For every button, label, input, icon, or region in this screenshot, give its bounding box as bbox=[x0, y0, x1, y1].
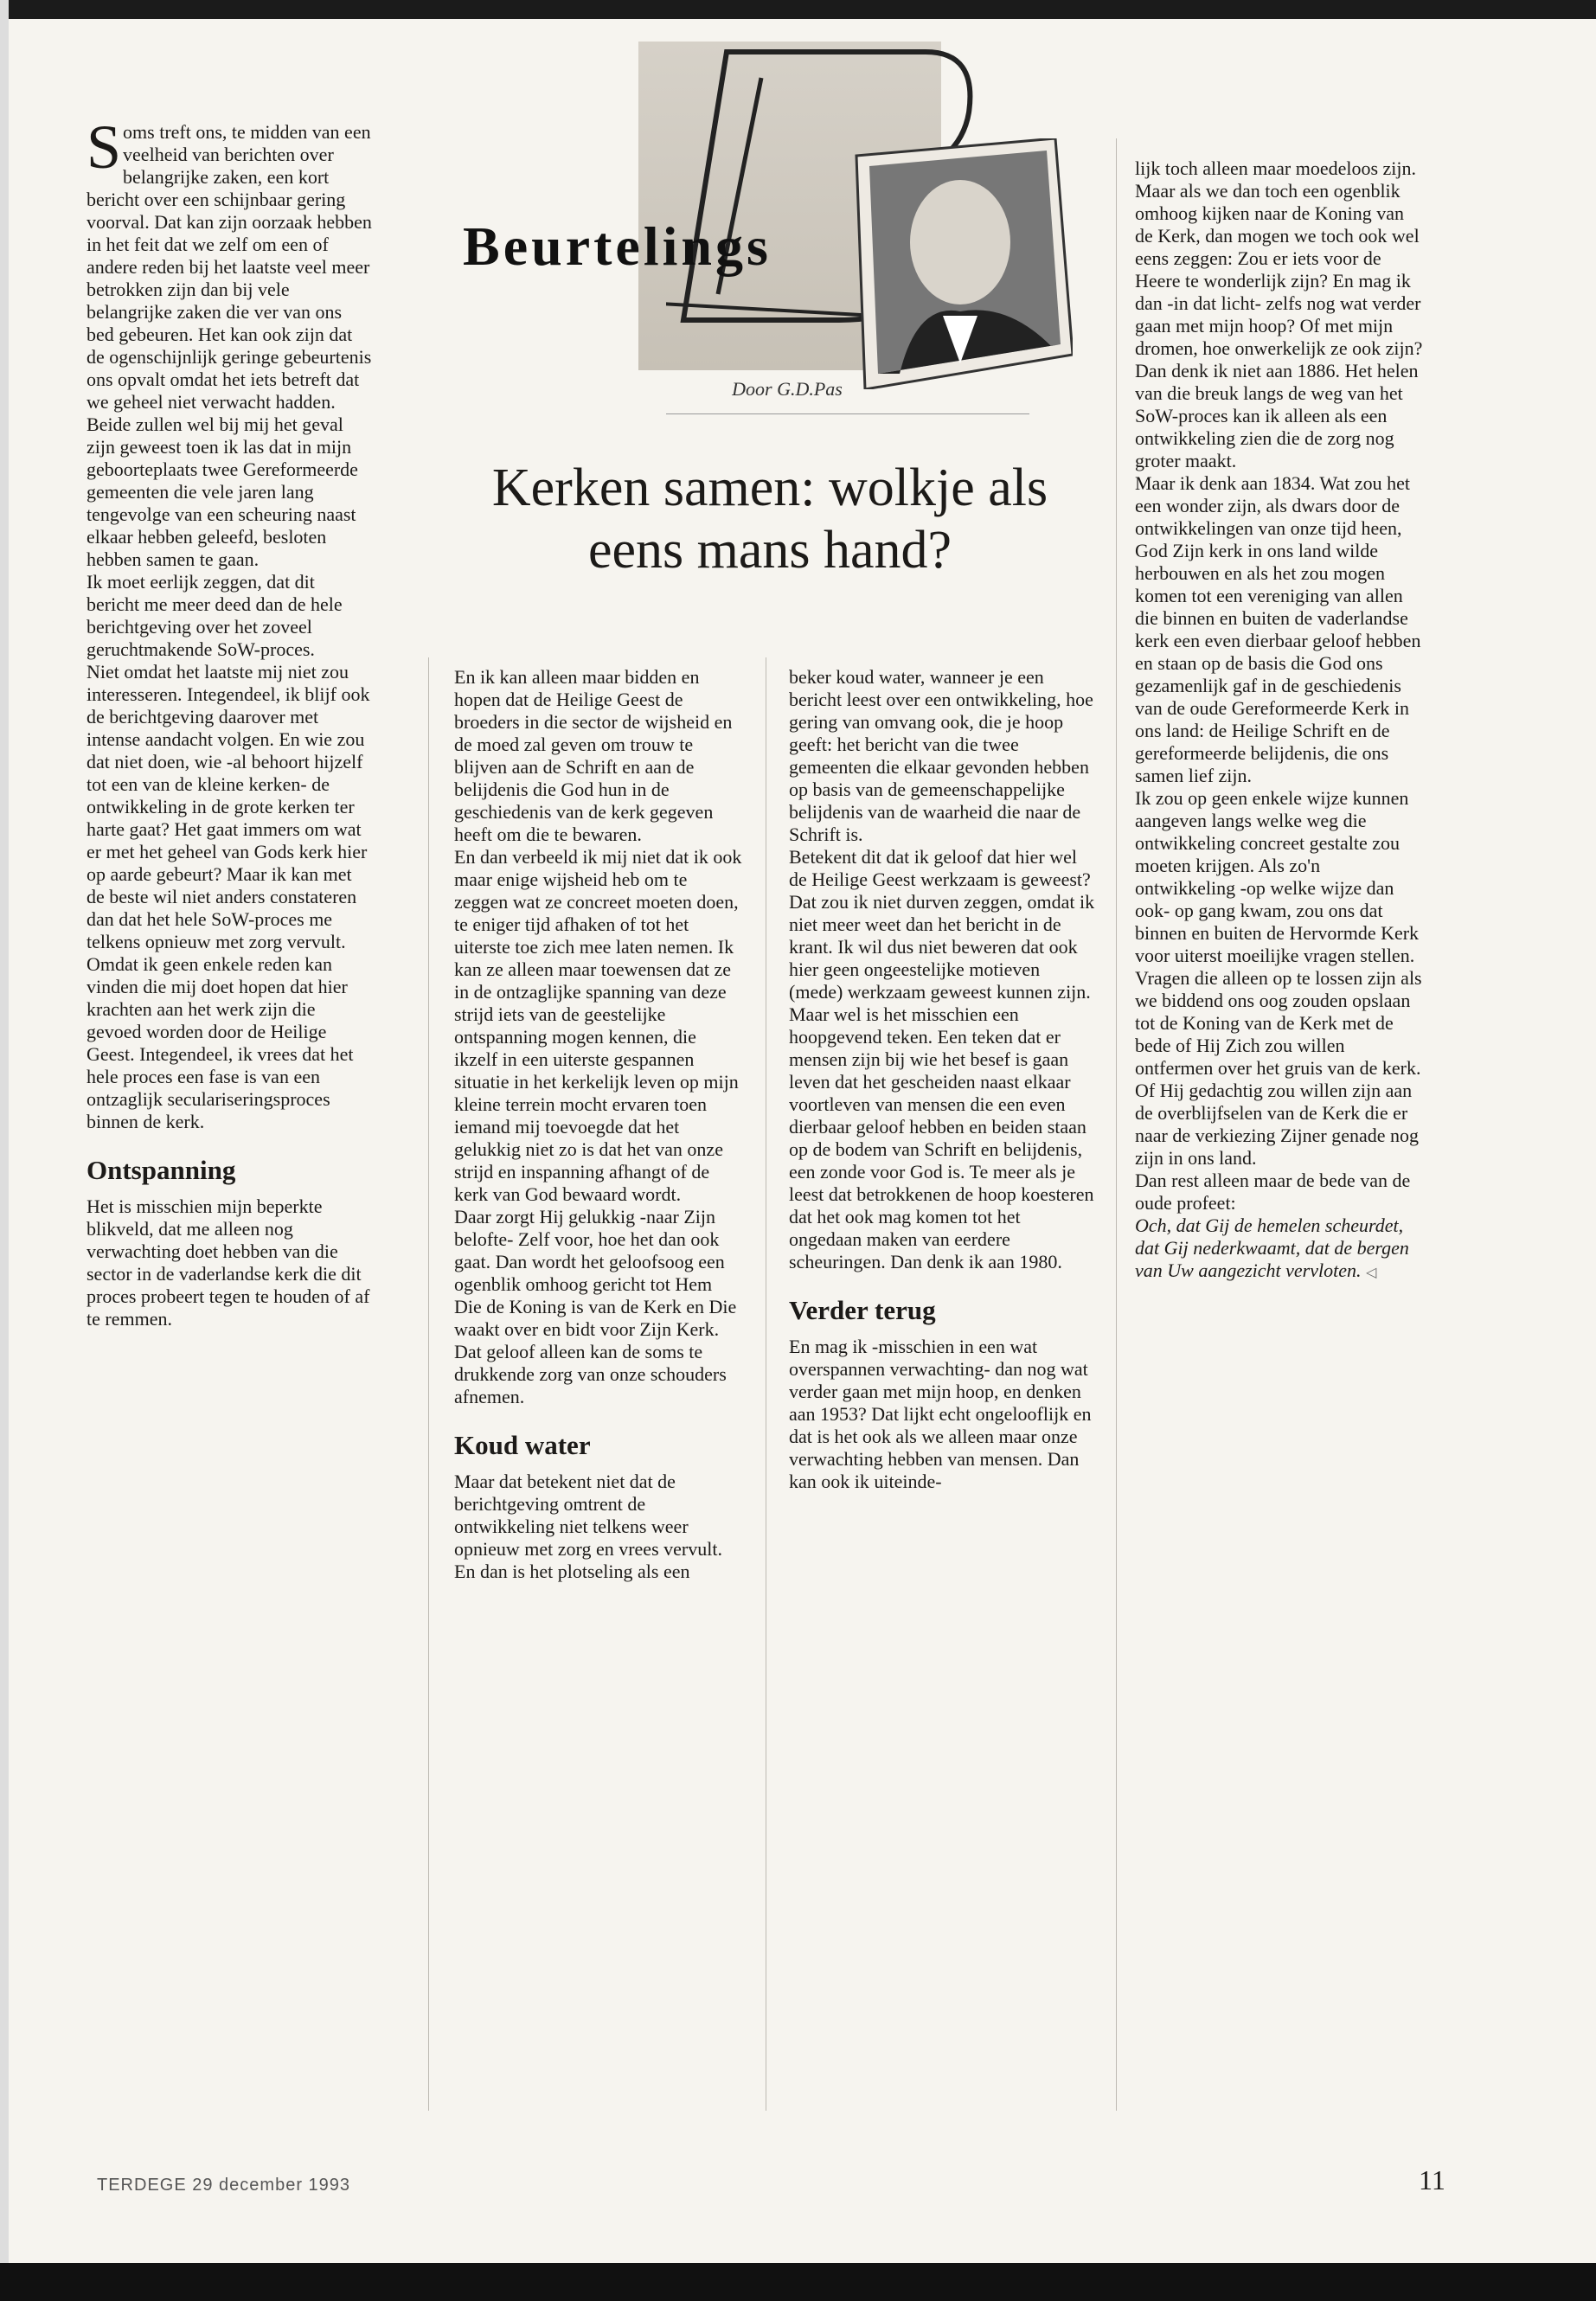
column-3 bbox=[789, 666, 1096, 1493]
section-heading: Ontspanning bbox=[87, 1155, 236, 1185]
top-border bbox=[0, 0, 1596, 19]
paragraph: lijk toch alleen maar moedeloos zijn. Maar als we dan toch een ogenblik omhoog kijken naar de Koning van de Kerk, dan mogen we toch ook wel eens zeggen: Zou er iets voor de Heere te wonderlijk zijn? En mag ik dan -in dat licht- zelfs nog wat verder gaan met mijn hoop? Of met mijn dromen, hoe onwerkelijk ze ook zijn? Dan denk ik niet aan 1886. Het helen van die breuk langs de weg van het SoW-proces kan ik alleen als een ontwikkeling zien die de zorg nog groter maakt. bbox=[1135, 157, 1423, 471]
section-heading: Verder terug bbox=[789, 1295, 936, 1325]
bible-verse: Och, dat Gij de hemelen scheurdet, dat Gij nederkwaamt, dat de bergen van Uw aangezicht vervloten. bbox=[1135, 1215, 1409, 1281]
page-number: 11 bbox=[1419, 2164, 1445, 2195]
paragraph: En mag ik -misschien in een wat overspannen verwachting- dan nog wat verder gaan met mijn hoop, en denken aan 1953? Dat lijkt echt ongelooflijk en dat is het ook als we alleen maar onze verwachting hebben van mensen. Dan kan ook ik uiteinde- bbox=[789, 1336, 1092, 1492]
bottom-border bbox=[0, 2263, 1596, 2301]
paragraph: Ik zou op geen enkele wijze kunnen aangeven langs welke weg die ontwikkeling concreet gestalte zou moeten krijgen. Als zo'n ontwikkeling -op welke wijze dan ook- op gang kwam, zou ons dat binnen en buiten de Hervormde Kerk voor uiterst moeilijke vragen stellen. Vragen die alleen op te lossen zijn als we biddend ons oog zouden opslaan tot de Koning van de Kerk met de bede of Hij Zich zou willen ontfermen over het gruis van de kerk. Of Hij gedachtig zou willen zijn aan de overblijfselen van de Kerk die er naar de verkiezing Zijner genade nog zijn in ons land. bbox=[1135, 787, 1422, 1169]
paragraph: Niet omdat het laatste mij niet zou interesseren. Integendeel, ik blijf ook de berichtgeving daarover met intense aandacht volgen. En wie zou dat niet doen, wie -al behoort hijzelf tot een van de kleine kerken- de ontwikkeling in de grote kerken ter harte gaat? Het gaat immers om wat er met het geheel van Gods kerk hier op aarde gebeurt? Maar ik kan met de beste wil niet anders constateren dan dat het hele SoW-proces me telkens opnieuw met zorg vervult. Omdat ik geen enkele reden kan vinden die mij doet hopen dat hier krachten aan het werk zijn die gevoed worden door de Heilige Geest. Integendeel, ik vrees dat het hele proces een fase is van een ontzaglijk seculariseringsproces binnen de kerk. bbox=[87, 661, 370, 1132]
column-separator bbox=[428, 657, 429, 2111]
end-mark-icon: ◁ bbox=[1366, 1266, 1377, 1280]
paragraph: Maar wel is het misschien een hoopgevend teken. Een teken dat er mensen zijn bij wie het besef is gaan leven dat het gescheiden naast elkaar voortleven van mensen die een even dierbaar geloof hebben en beiden staan op de bodem van Schrift en belijdenis, een zonde voor God is. Te meer als je leest dat betrokkenen de hoop koesteren dat het ook mag komen tot het ongedaan maken van eerdere scheuringen. Dan denk ik aan 1980. bbox=[789, 1003, 1094, 1272]
column-separator bbox=[1116, 138, 1117, 2111]
paragraph: Dan rest alleen maar de bede van de oude profeet: bbox=[1135, 1170, 1411, 1214]
column-4 bbox=[1135, 157, 1425, 1285]
author-portrait-photo bbox=[839, 138, 1073, 389]
byline-rule bbox=[666, 413, 1029, 414]
paragraph: Maar ik denk aan 1834. Wat zou het een wonder zijn, als dwars door de ontwikkelingen van onze tijd heen, God Zijn kerk in ons land wilde herbouwen en als het zou mogen komen tot een vereniging van allen die binnen en buiten de vaderlandse kerk een even dierbaar geloof hebben en staan op de basis die God ons gezamenlijk gaf in de geschiedenis van de oude Gereformeerde Kerk in ons land: de Heilige Schrift en de gereformeerde belijdenis, die ons samen lief zijn. bbox=[1135, 472, 1421, 786]
paragraph: Betekent dit dat ik geloof dat hier wel de Heilige Geest werkzaam is geweest? Dat zou ik niet durven zeggen, omdat ik niet meer weet dan het bericht in de krant. Ik wil dus niet beweren dat ook hier geen ongeestelijke motieven (mede) werkzaam geweest kunnen zijn. bbox=[789, 846, 1095, 1003]
paragraph: Het is misschien mijn beperkte blikveld, dat me alleen nog verwachting doet hebben van die sector in de vaderlandse kerk die dit proces probeert tegen te houden of af te remmen. bbox=[87, 1195, 370, 1330]
intro-text: oms treft ons, te midden van een veelheid van berichten over belangrijke zaken, een kort bericht over een schijnbaar gering voorval. Dat kan zijn oorzaak hebben in het feit dat we zelf om een of andere reden bij het laatste veel meer betrokken zijn dan bij vele belangrijke zaken die ver van ons bed gebeuren. Het kan ook zijn dat de ogenschijnlijk geringe gebeurtenis ons opvalt omdat het iets betreft dat we geheel niet verwacht hadden. bbox=[87, 121, 372, 413]
publication-footer: TERDEGE 29 december 1993 bbox=[97, 2176, 351, 2195]
paragraph: Maar dat betekent niet dat de berichtgeving omtrent de ontwikkeling niet telkens weer opnieuw met zorg en vrees vervult. En dan is het plotseling als een bbox=[454, 1471, 722, 1582]
section-heading: Koud water bbox=[454, 1430, 591, 1460]
paragraph: beker koud water, wanneer je een bericht leest over een ontwikkeling, hoe gering van omvang ook, die je hoop geeft: het bericht van die twee gemeenten die elkaar gevonden hebben op basis van de gemeenschappelijke belijdenis van de waarheid die naar de Schrift is. bbox=[789, 666, 1093, 845]
paragraph: En dan verbeeld ik mij niet dat ik ook maar enige wijsheid heb om te zeggen wat ze concreet moeten doen, te eniger tijd afhaken of tot het uiterste toe zich mee laten nemen. Ik kan ze alleen maar toewensen dat ze in de ontzaglijke spanning van deze strijd iets van de geestelijke ontspanning mogen kennen, die ikzelf in een uiterste gespannen situatie in het kerkelijk leven op mijn kleine terrein mocht ervaren toen iemand mij toevoegde dat het gelukkig niet zo is dat het van onze strijd en inspanning afhangt of de kerk van God bewaard wordt. bbox=[454, 846, 742, 1205]
column-1 bbox=[87, 112, 372, 1330]
paragraph: Beide zullen wel bij mij het geval zijn geweest toen ik las dat in mijn geboorteplaats twee Gereformeerde gemeenten die vele jaren lang tengevolge van een scheuring naast elkaar hebben geleefd, besloten hebben samen te gaan. bbox=[87, 413, 358, 570]
column-2 bbox=[454, 666, 744, 1583]
drop-cap: S bbox=[87, 112, 122, 182]
paragraph: Daar zorgt Hij gelukkig -naar Zijn belofte- Zelf voor, hoe het dan ook gaat. Dan wordt het geloofsoog een ogenblik omhoog gericht tot Hem Die de Koning is van de Kerk en Die waakt over en bidt voor Zijn Kerk. Dat geloof alleen kan de soms te drukkende zorg van onze schouders afnemen. bbox=[454, 1206, 737, 1407]
intro-paragraph bbox=[87, 112, 372, 413]
paragraph: Ik moet eerlijk zeggen, dat dit bericht me meer deed dan de hele berichtgeving over het zoveel geruchtmakende SoW-proces. bbox=[87, 571, 343, 660]
headline: Kerken samen: wolkje als eens mans hand? bbox=[491, 458, 1048, 580]
left-border bbox=[0, 0, 9, 2301]
masthead-title: Beurtelings bbox=[463, 215, 772, 277]
paragraph: En ik kan alleen maar bidden en hopen dat de Heilige Geest de broeders in die sector de wijsheid en de moed zal geven om trouw te blijven aan de Schrift en aan de belijdenis die God hun in de geschiedenis van de kerk gegeven heeft om die te bewaren. bbox=[454, 666, 733, 845]
byline: Door G.D.Pas bbox=[732, 378, 843, 400]
